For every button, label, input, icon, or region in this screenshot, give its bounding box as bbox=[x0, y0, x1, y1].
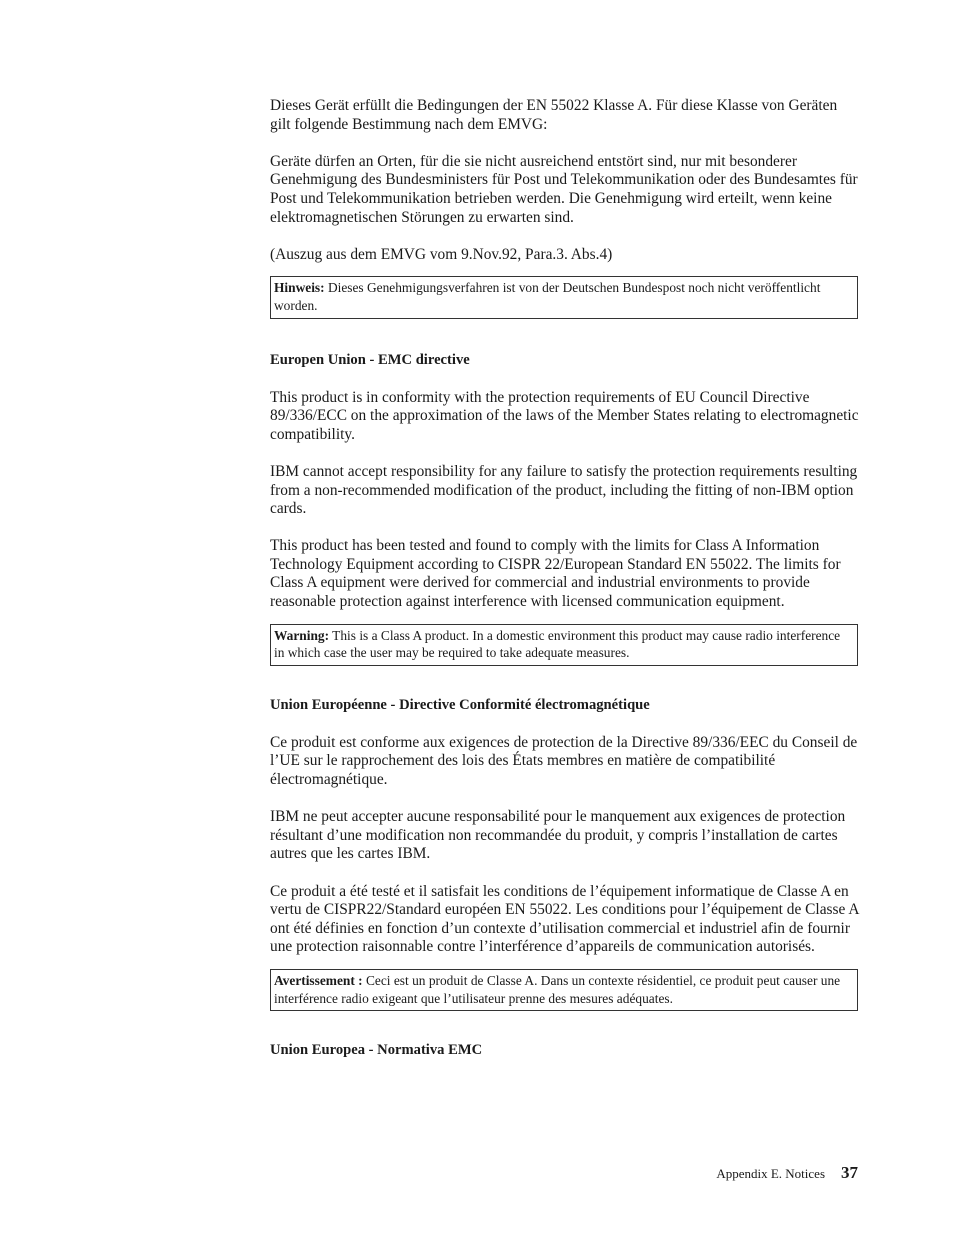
page-number: 37 bbox=[841, 1163, 858, 1182]
it-emc-heading: Union Europea - Normativa EMC bbox=[270, 1042, 483, 1059]
fr-warning-label: Avertissement : bbox=[274, 972, 363, 988]
page-footer bbox=[716, 1162, 858, 1185]
german-notice-box bbox=[270, 276, 858, 318]
eu-paragraph-3: This product has been tested and found to comply with the limits for Class A Information Technology Equipment according to CISPR 22/European Standard EN 55022. The limits for Class A equipment were derived for commercial and industrial environments to provide reasonable protection against interference with licensed communication equipment. bbox=[270, 537, 841, 611]
fr-warning-text: Ceci est un produit de Classe A. Dans un contexte résidentiel, ce produit peut causer une interférence radio exigeant que l’utilisateur prenne des mesures adéquates. bbox=[274, 972, 841, 1006]
german-notice-label: Hinweis: bbox=[274, 280, 325, 296]
eu-emc-heading: Europen Union - EMC directive bbox=[270, 351, 470, 368]
page-content bbox=[270, 97, 860, 1059]
fr-paragraph-3: Ce produit a été testé et il satisfait les conditions de l’équipement informatique de Classe A en vertu de CISPR22/Standard européen EN 55022. Les conditions pour l’équipement de Classe A ont été définies en fonction d’un contexte d’utilisation commercial et industriel afin de fournir une protection raisonnable contre l’interférence d’appareils de communication autorisés. bbox=[270, 882, 859, 956]
fr-paragraph-1: Ce produit est conforme aux exigences de protection de la Directive 89/336/EEC du Conseil de l’UE sur le rapprochement des lois des États membres en matière de compatibilité électromagnétique. bbox=[270, 733, 858, 789]
footer-section-title: Appendix E. Notices bbox=[716, 1166, 825, 1181]
eu-paragraph-2: IBM cannot accept responsibility for any failure to satisfy the protection requirements resulting from a non-recommended modification of the product, including the fitting of non-IBM option cards. bbox=[270, 462, 858, 518]
fr-paragraph-2: IBM ne peut accepter aucune responsabilité pour le manquement aux exigences de protection résultant d’une modification non recommandée du produit, y compris l’installation de cartes autres que les cartes IBM. bbox=[270, 808, 846, 863]
eu-warning-text: This is a Class A product. In a domestic environment this product may cause radio interference in which case the user may be required to take adequate measures. bbox=[274, 627, 841, 661]
eu-paragraph-1: This product is in conformity with the protection requirements of EU Council Directive 89/336/ECC on the approximation of the laws of the Member States relating to electromagnetic compatibility. bbox=[270, 388, 859, 443]
german-paragraph-3: (Auszug aus dem EMVG vom 9.Nov.92, Para.3. Abs.4) bbox=[270, 245, 613, 263]
german-paragraph-2: Geräte dürfen an Orten, für die sie nicht ausreichend entstört sind, nur mit besonderer Genehmigung des Bundesministers für Post und Telekommunikation oder des Bundesamtes für Post und Telekommunikation betrieben werden. Die Genehmigung wird erteilt, wenn keine elektromagnetischen Störungen zu erwarten sind. bbox=[270, 152, 858, 226]
german-paragraph-1: Dieses Gerät erfüllt die Bedingungen der EN 55022 Klasse A. Für diese Klasse von Geräten gilt folgende Bestimmung nach dem EMVG: bbox=[270, 97, 838, 133]
fr-emc-heading: Union Européenne - Directive Conformité électromagnétique bbox=[270, 696, 650, 713]
eu-warning-label: Warning: bbox=[274, 627, 330, 643]
eu-warning-box bbox=[270, 624, 858, 666]
fr-warning-box bbox=[270, 969, 858, 1011]
german-notice-text: Dieses Genehmigungsverfahren ist von der Deutschen Bundespost noch nicht veröffentlicht worden. bbox=[274, 280, 821, 313]
